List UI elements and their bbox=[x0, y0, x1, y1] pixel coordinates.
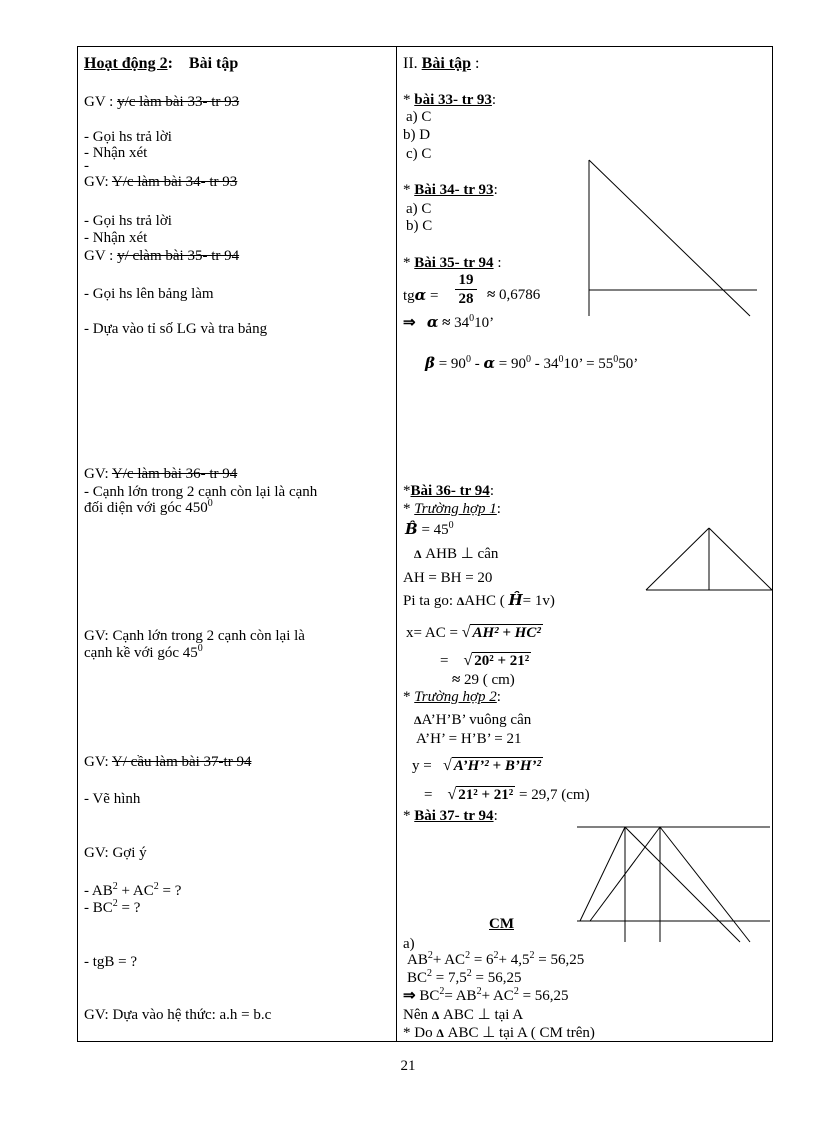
b37-line-2: $BC^2 = 7,5^2 = 56,25$ bbox=[407, 968, 522, 986]
b35-frac-num: 19 bbox=[458, 272, 474, 288]
gv35-step-2: - Dựa vào tỉ số LG và tra bảng bbox=[84, 321, 268, 337]
b36-angle-b: B̂ = $45^0$ bbox=[405, 520, 454, 538]
gv34-item-1: - Gọi hs trả lời bbox=[84, 213, 172, 229]
gv37-last: GV: Dựa vào hệ thức: a.h = b.c bbox=[84, 1007, 272, 1023]
b33-answer-b: b) D bbox=[403, 127, 431, 143]
b36-y-result: = √ 21² + 21² = 29,7 (cm) bbox=[424, 786, 590, 803]
b36-case-2: * Trường hợp 2: bbox=[403, 689, 501, 705]
b35-beta-line: $\beta = 90^0 - \alpha = 90^0 - 34^010$’ = $55^050$’ bbox=[425, 354, 639, 372]
fig36-left-side bbox=[646, 528, 709, 590]
b36-a2: A’H’ = H’B’ = 21 bbox=[416, 731, 522, 747]
gv-task-33: GV : y/c làm bài 33- tr 93 bbox=[84, 94, 240, 110]
column-divider bbox=[396, 46, 397, 1042]
b33-answer-a: a) C bbox=[406, 109, 432, 125]
b36-figure bbox=[644, 526, 779, 596]
activity-heading: Hoạt động 2: Bài tập bbox=[84, 55, 239, 72]
b36-pitago: Pi ta go: ΔAHC ( Ĥ= 1v) bbox=[403, 591, 555, 609]
gv-task-37: GV: Y/ cầu làm bài 37-tr 94 bbox=[84, 754, 252, 770]
gv37-draw: - Vẽ hình bbox=[84, 791, 141, 807]
b37-line-4: Nên Δ ABC ⊥ tại A bbox=[403, 1007, 524, 1023]
gv37-question-2: - $BC^2$ = ? bbox=[84, 898, 141, 916]
b36-triangle-ahb: Δ AHB ⊥ cân bbox=[414, 546, 499, 562]
gv33-item-1: - Gọi hs trả lời bbox=[84, 129, 172, 145]
b35-frac-den: 28 bbox=[458, 291, 474, 307]
b37-title: * Bài 37- tr 94: bbox=[403, 808, 498, 824]
b37-line-3: ⇒ $BC^2= AB^2+ AC^2 = 56,25$ bbox=[403, 986, 569, 1004]
gv-task-36: GV: Y/c làm bài 36- tr 94 bbox=[84, 466, 238, 482]
b36-case-1: * Trường hợp 1: bbox=[403, 501, 501, 517]
b36-triangle-2: ΔA’H’B’ vuông cân bbox=[414, 712, 532, 728]
b33-title: * bài 33- tr 93: bbox=[403, 92, 497, 108]
b33-answer-c: c) C bbox=[406, 146, 432, 162]
b37-line-5: * Do Δ ABC ⊥ tại A ( CM trên) bbox=[403, 1025, 595, 1041]
gv-task-34: GV: Y/c làm bài 34- tr 93 bbox=[84, 174, 238, 190]
b36-ah-bh: AH = BH = 20 bbox=[403, 570, 493, 586]
fig37-side-1 bbox=[580, 827, 625, 921]
b36-x-result: ≈ 29 ( cm) bbox=[452, 672, 515, 688]
b36-x-line: x= AC = √ AH² + HC² bbox=[406, 624, 541, 641]
b35-frac-bar bbox=[455, 289, 477, 290]
fig37-side-4 bbox=[660, 827, 750, 942]
b34-answer-a: a) C bbox=[406, 201, 432, 217]
gv34-item-2: - Nhận xét bbox=[84, 230, 148, 246]
b37-cm-heading: CM bbox=[489, 916, 514, 932]
gv34-dash: - bbox=[84, 158, 89, 174]
gv36b-line-2: cạnh kề với góc $45^0$ bbox=[84, 643, 203, 661]
b35-alpha-line: ⇒ $\alpha \approx 34^010$’ bbox=[403, 313, 495, 331]
b36-y-line: y = √ A’H’² + B’H’² bbox=[412, 757, 542, 774]
b37-line-1: $AB^2+ AC^2 = 6^2+ 4,5^2 = 56,25$ bbox=[407, 950, 585, 968]
b35-title: * Bài 35- tr 94 : bbox=[403, 255, 502, 271]
fig37-side-2 bbox=[625, 827, 740, 942]
b35-figure bbox=[585, 158, 760, 323]
b35-tg-line: tgα = bbox=[403, 286, 439, 304]
b37-figure bbox=[575, 824, 775, 946]
page-number: 21 bbox=[400, 1058, 416, 1074]
gv36-line-2: đối diện với góc $450^0$ bbox=[84, 498, 213, 516]
gv35-step-1: - Gọi hs lên bảng làm bbox=[84, 286, 214, 302]
gv33-item-2: - Nhận xét bbox=[84, 145, 148, 161]
gv37-question-1: - $AB^2 + AC^2$ = ? bbox=[84, 881, 182, 899]
b36-title: *Bài 36- tr 94: bbox=[403, 483, 494, 499]
gv36b-line-1: GV: Cạnh lớn trong 2 cạnh còn lại là bbox=[84, 628, 305, 644]
gv37-question-3: - tgB = ? bbox=[84, 954, 138, 970]
b36-x-numeric: = √ 20² + 21² bbox=[440, 652, 530, 669]
b35-tg-value: ≈ 0,6786 bbox=[487, 287, 541, 303]
b34-title: * Bài 34- tr 93: bbox=[403, 182, 498, 198]
gv36-line-1: - Cạnh lớn trong 2 cạnh còn lại là cạnh bbox=[84, 484, 318, 500]
gv37-hint: GV: Gợi ý bbox=[84, 845, 147, 861]
section-heading: II. Bài tập : bbox=[403, 55, 480, 72]
fig36-right-side bbox=[709, 528, 772, 590]
b34-answer-b: b) C bbox=[406, 218, 433, 234]
fig35-hypotenuse bbox=[589, 160, 750, 316]
b37-part-a: a) bbox=[403, 936, 415, 952]
gv-task-35: GV : y/ clàm bài 35- tr 94 bbox=[84, 248, 240, 264]
